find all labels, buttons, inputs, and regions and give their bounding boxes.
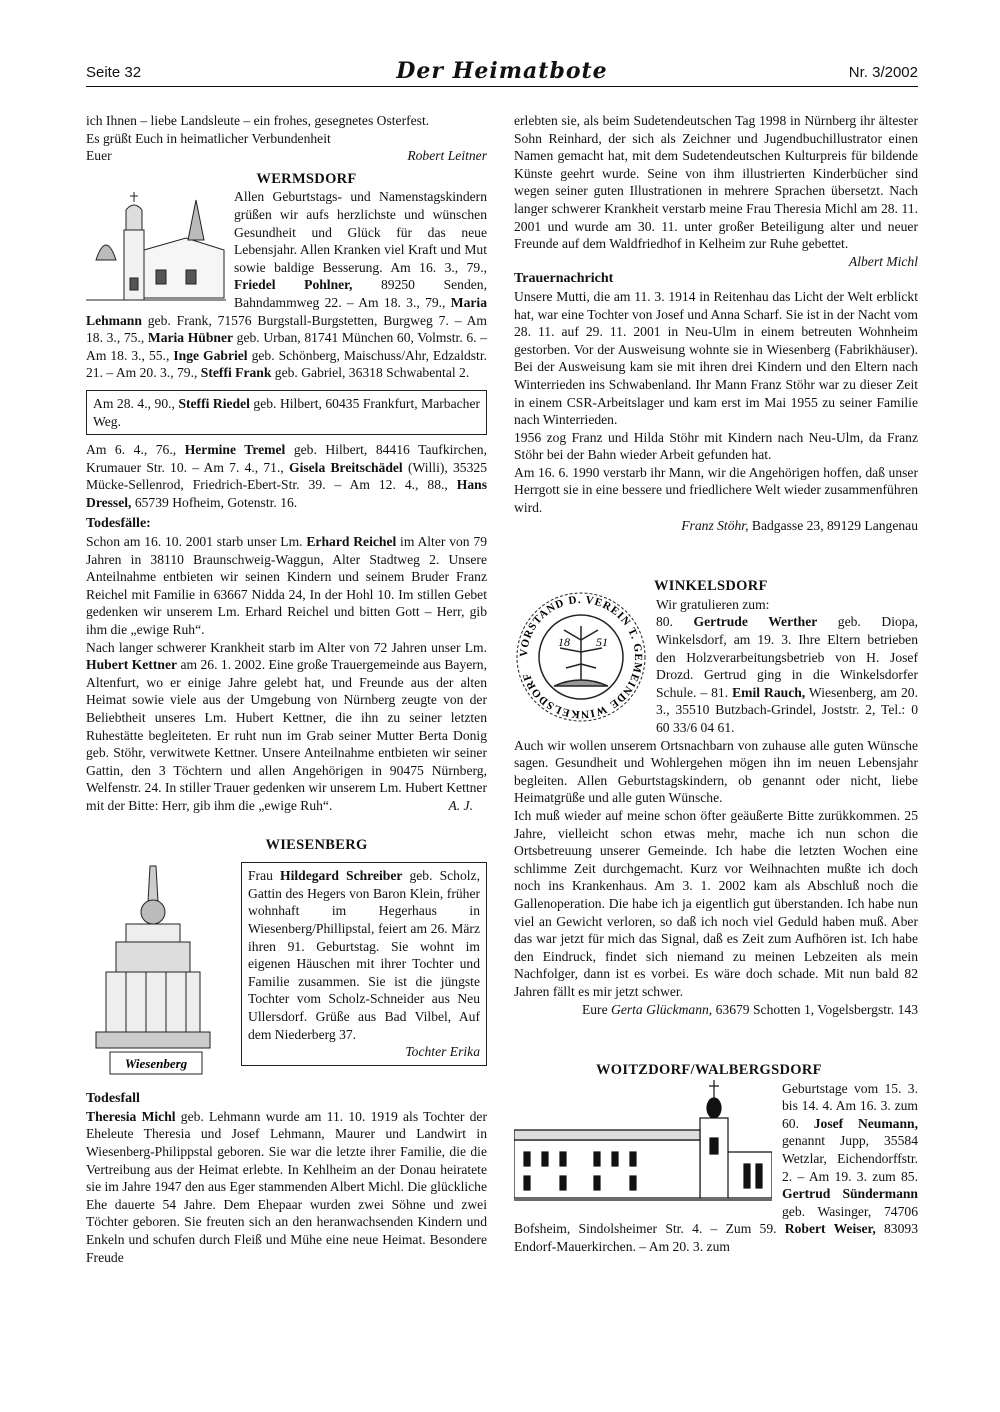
wiesenberg-block: [86, 862, 487, 1088]
woitzdorf-birthdays: Geburtstage vom 15. 3. bis 14. 4. Am 16. 3. zum 60. Josef Neumann, genannt Jupp, 35584 Wetzlar, Eichendorffstr. 2. – Am 19. 3. zum 85. Gertrud Sündermann geb. Wasinger, 74706 Bofsheim, Sindolsheimer Str. 4. – Zum 59. Robert Weiser, 83093 Endorf-Mauerkirchen. – Am 20. 3. zum: [514, 1080, 918, 1255]
page-header: [86, 58, 918, 86]
signature-leitner: Robert Leitner: [407, 148, 487, 164]
header-rule: [86, 86, 918, 87]
winkelsdorf-seal: [514, 590, 648, 724]
signature-erika: Tochter Erika: [405, 1044, 480, 1060]
euer: Euer: [86, 148, 112, 164]
signature-albert-michl: Albert Michl: [848, 253, 918, 269]
todesfall-heading: Todesfall: [86, 1091, 140, 1107]
wermsdorf-church-illustration: [86, 190, 226, 308]
trauer-paragraph-1: Unsere Mutti, die am 11. 3. 1914 in Reitenhau das Licht der Welt erblickt hat, war eine Tochter von Josef und Anna Scharf. Sie ist in der Nacht vom 28. 11. auf 29. 11. 2001 in Neu-Ulm in einem betreuten Wohnheim gestorben. Vor der Ausweisung wohnte sie in Wiesenberg (Fabrikhäuser). Bei der Ausweisung kam sie mit ihren drei Kindern und den Eltern nach Winterrieden ins Schwabenland. Ihr Mann Franz Stöhr war zu dieser Zeit in einem CSR-Arbeitslager und kam erst im Mai 1955 zu seiner Familie nach Winterrieden.: [514, 288, 918, 428]
wermsdorf-april-birthdays: Am 6. 4., 76., Hermine Tremel geb. Hilbert, 84416 Taufkirchen, Krumauer Str. 10. – Am 7. 4., 71., Gisela Breitschädel (Willi), 35325 Mücke-Sellenrod, Friedrich-Ebert-Str. 39. – Am 12. 4., 88., Hans Dressel, 65739 Hofheim, Gotenstr. 16.: [86, 442, 487, 510]
wiesenberg-fountain-emblem: [86, 862, 224, 1084]
woitzdorf-title: WOITZDORF/WALBERGSDORF: [596, 1062, 822, 1079]
highlight-box-riedel: Am 28. 4., 90., Steffi Riedel geb. Hilbert, 60435 Frankfurt, Marbacher Weg.: [86, 390, 487, 435]
emblem-label: Wiesenberg: [124, 1056, 188, 1072]
winkelsdorf-request: Ich muß wieder auf meine schon öfter geäußerte Bitte zurükkommen. 25 Jahre, vielleicht schon etwas mehr, mache ich nun schon die Ortsbetreuung unserer Gemeinde. Ich habe die letzten Wochen eine schlimme Zeit durchgemacht. Kurz vor Weihnachten mußte ich doch noch ins Krankenhaus. Am 3. 1. 2002 kam als Abschluß noch die Gallenoperation. Die habe ich ja eigentlich gut überstanden. Ich habe nun viel an Gewicht verloren, so daß ich noch viel Geduld haben muß. Aber das war jetzt für mich das Signal, daß es Zeit zum Aufhören ist. Ich habe den Eindruck, findet sich niemand zu meinen Lebzeiten als mein Nachfolger, dann ist es vorbei. Es wäre doch schade. Mit nun bald 82 Jahren fällt es mir jetzt schwer.: [514, 807, 918, 999]
obituary-michl: Theresia Michl geb. Lehmann wurde am 11. 10. 1919 als Tochter der Eheleute Theresia und Josef Lehmann, Maurer und Landwirt in Wiesenberg-Philippstal geboren. Sie war die letzte ihrer Familie, die die Vertreibung aus der Heimat erlebte. In Kehlheim an der Donau heiratete sie im Jahre 1947 den aus Eger stammenden Albert Michl. Die glückliche Ehe dauerte 54 Jahre. Dem Ehepaar wurden zwei Söhne und zwei Töchter geboren. Sie freuten sich an den heranwachsenden Kindern und Enkeln und schufen durch Fleiß und Mühe eine neue Heimat. Besondere Freude: [86, 1108, 487, 1265]
winkelsdorf-greeting: Auch wir wollen unserem Ortsnachbarn von zuhause alle guten Wünsche sagen. Gesundheit und Wohlergehen mögen ihn im neuen Lebensjahr begleiten. Allen Geburtstagskindern, ob genannt oder nicht, liebe Heimatgrüße und alle guten Wünsche.: [514, 737, 918, 806]
intro-sign: [86, 147, 487, 165]
left-column: [86, 112, 487, 1266]
intro-greeting: Es grüßt Euch in heimatlicher Verbundenheit: [86, 130, 331, 146]
winkelsdorf-intro: Wir gratulieren zum:: [656, 596, 770, 612]
trauernachricht-heading: Trauernachricht: [514, 271, 614, 287]
wiesenberg-title: WIESENBERG: [265, 836, 368, 853]
todesfaelle-heading: Todesfälle:: [86, 516, 151, 532]
trauer-paragraph-3: Am 16. 6. 1990 verstarb ihr Mann, wir die Angehörigen hoffen, daß unser Herrgott sie in eine bessere und friedlichere Welt wieder zusammenführen wird.: [514, 464, 918, 516]
trauer-paragraph-2: 1956 zog Franz und Hilda Stöhr mit Kindern nach Neu-Ulm, da Franz Stöhr bei der Bahn wieder Arbeit gefunden hat.: [514, 429, 918, 463]
seal-year-left: 18: [558, 634, 570, 649]
masthead: Der Heimatbote: [396, 58, 608, 84]
seal-text: VORSTAND D. VEREIN T. GEMEINDE WINKELSDORF: [517, 593, 645, 720]
highlight-box-schreiber: Frau Hildegard Schreiber geb. Scholz, Gattin des Hegers von Baron Klein, früher wohnhaft im Hegerhaus in Wiesenberg/Phillipstal, feiert am 26. März ihren 91. Geburtstag. Sie wohnt im eigenen Häuschen mit ihrer Tochter und Familie zusammen. Sie ist die jüngste Tochter vom Scholz-Schneider aus Neu Ullersdorf. Grüße aus Bad Vilbel, Auf dem Niederberg 37. Tochter Erika: [241, 862, 487, 1066]
woitzdorf-church-illustration: [514, 1080, 772, 1208]
obituary-reichel: Schon am 16. 10. 2001 starb unser Lm. Erhard Reichel im Alter von 79 Jahren in 38110 Braunschweig-Waggun, Alter Stadtweg 2. Unsere Anteilnahme entbieten wir seinen Kindern und seinem Bruder Franz Reichel mit Familie in 63667 Nidda 24, In der Hohl 10. Im stillen Gebet gedenken wir unserem Lm. Erhard Reichel und bitten Gott – Herr, gib ihm die „ewige Ruh“.: [86, 534, 487, 638]
signature-stoehr: Franz Stöhr, Badgasse 23, 89129 Langenau: [681, 517, 918, 533]
michl-continuation: erlebten sie, als beim Sudetendeutschen Tag 1998 in Nürnberg ihr ältester Sohn Reinhard, der sich als Zeichner und Jugendbuchillustrator einen Namen gemacht hat, mit dem Sudetendeutschen Kulturpreis für bildende Künste geehrt wurde. Seine von ihm illustrierten Kinderbücher sind wegen seiner guten Illustrationen in mehrere Sprachen übersetzt. Nach langer schwerer Krankheit verstarb meine Frau Theresia Michl am 28. 11. 2001 und wurde am 30. 11. unter großer Beteiligung alter und neuer Freunde auf dem Waldfriedhof in Kelheim zur Ruhe gebettet.: [514, 113, 918, 252]
winkelsdorf-title: WINKELSDORF: [654, 578, 768, 595]
winkelsdorf-birthdays: 80. Gertrude Werther geb. Diopa, Winkelsdorf, am 19. 3. Ihre Eltern betrieben den Holzverarbeitungsbetrieb von H. Josef Drozd. Gertrud ging in die Winkelsdorfer Schule. – 81. Emil Rauch, Wiesenberg, am 20. 3., 35510 Butzbach-Grindel, Joststr. 2, Tel.: 0 60 33/6 04 61.: [656, 614, 918, 735]
intro-line: ich Ihnen – liebe Landsleute – ein frohes, gesegnetes Osterfest.: [86, 113, 430, 128]
issue-number: Nr. 3/2002: [848, 64, 918, 81]
signature-glueckmann: Eure Gerta Glückmann, 63679 Schotten 1, Vogelsbergstr. 143: [581, 1001, 918, 1017]
right-column: [514, 112, 918, 1256]
wermsdorf-title: WERMSDORF: [256, 170, 357, 187]
signature-aj: A. J.: [448, 797, 473, 813]
page-number: Seite 32: [86, 64, 142, 81]
obituary-kettner: Nach langer schwerer Krankheit starb im Alter von 72 Jahren unser Lm. Hubert Kettner am 26. 1. 2002. Eine große Trauergemeinde aus Bayern, Altenfurt, wo er einige Jahre gelebt hat, und Freunde aus der alten Heimat sowie viele aus der Umgebung von Nürnberg zeugte von der Beliebtheit unseres Lm. Hubert Kettner, die ihn zu seiner letzten Ruhestätte begleiteten. Er ruht nun im Grab seiner Mutter Berta Donig geb. Stöhr, verwitwete Kettner. Unsere Anteilnahme entbieten wir seiner Gattin, den 3 Töchtern und allen Angehörigen in 90475 Nürnberg, Welfenstr. 24. In stiller Trauer gedenken wir unserem Lm. Hubert Kettner mit der Bitte: Herr, gib ihm die „ewige Ruh“. A. J.: [86, 639, 487, 813]
seal-year-right: 51: [596, 634, 608, 649]
wermsdorf-paragraph: Allen Geburtstags- und Namenstagskindern grüßen wir aufs herzlichste und wünschen Gesundheit und Glück für das neue Lebensjahr. Allen Kranken viel Kraft und Mut sowie baldige Besserung. Am 16. 3., 79., Friedel Pohlner, 89250 Senden, Bahndammweg 22. – Am 18. 3., 79., Maria Lehmann geb. Frank, 71576 Burgstall-Burgstetten, Burgweg 7. – Am 18. 3., 75., Maria Hübner geb. Urban, 81741 München 60, Volmstr. 6. – Am 18. 3., 55., Inge Gabriel geb. Schönberg, Maischuss/Ahr, Edzaldstr. 21. – Am 20. 3., 79., Steffi Frank geb. Gabriel, 36318 Schwabental 2.: [86, 189, 488, 381]
